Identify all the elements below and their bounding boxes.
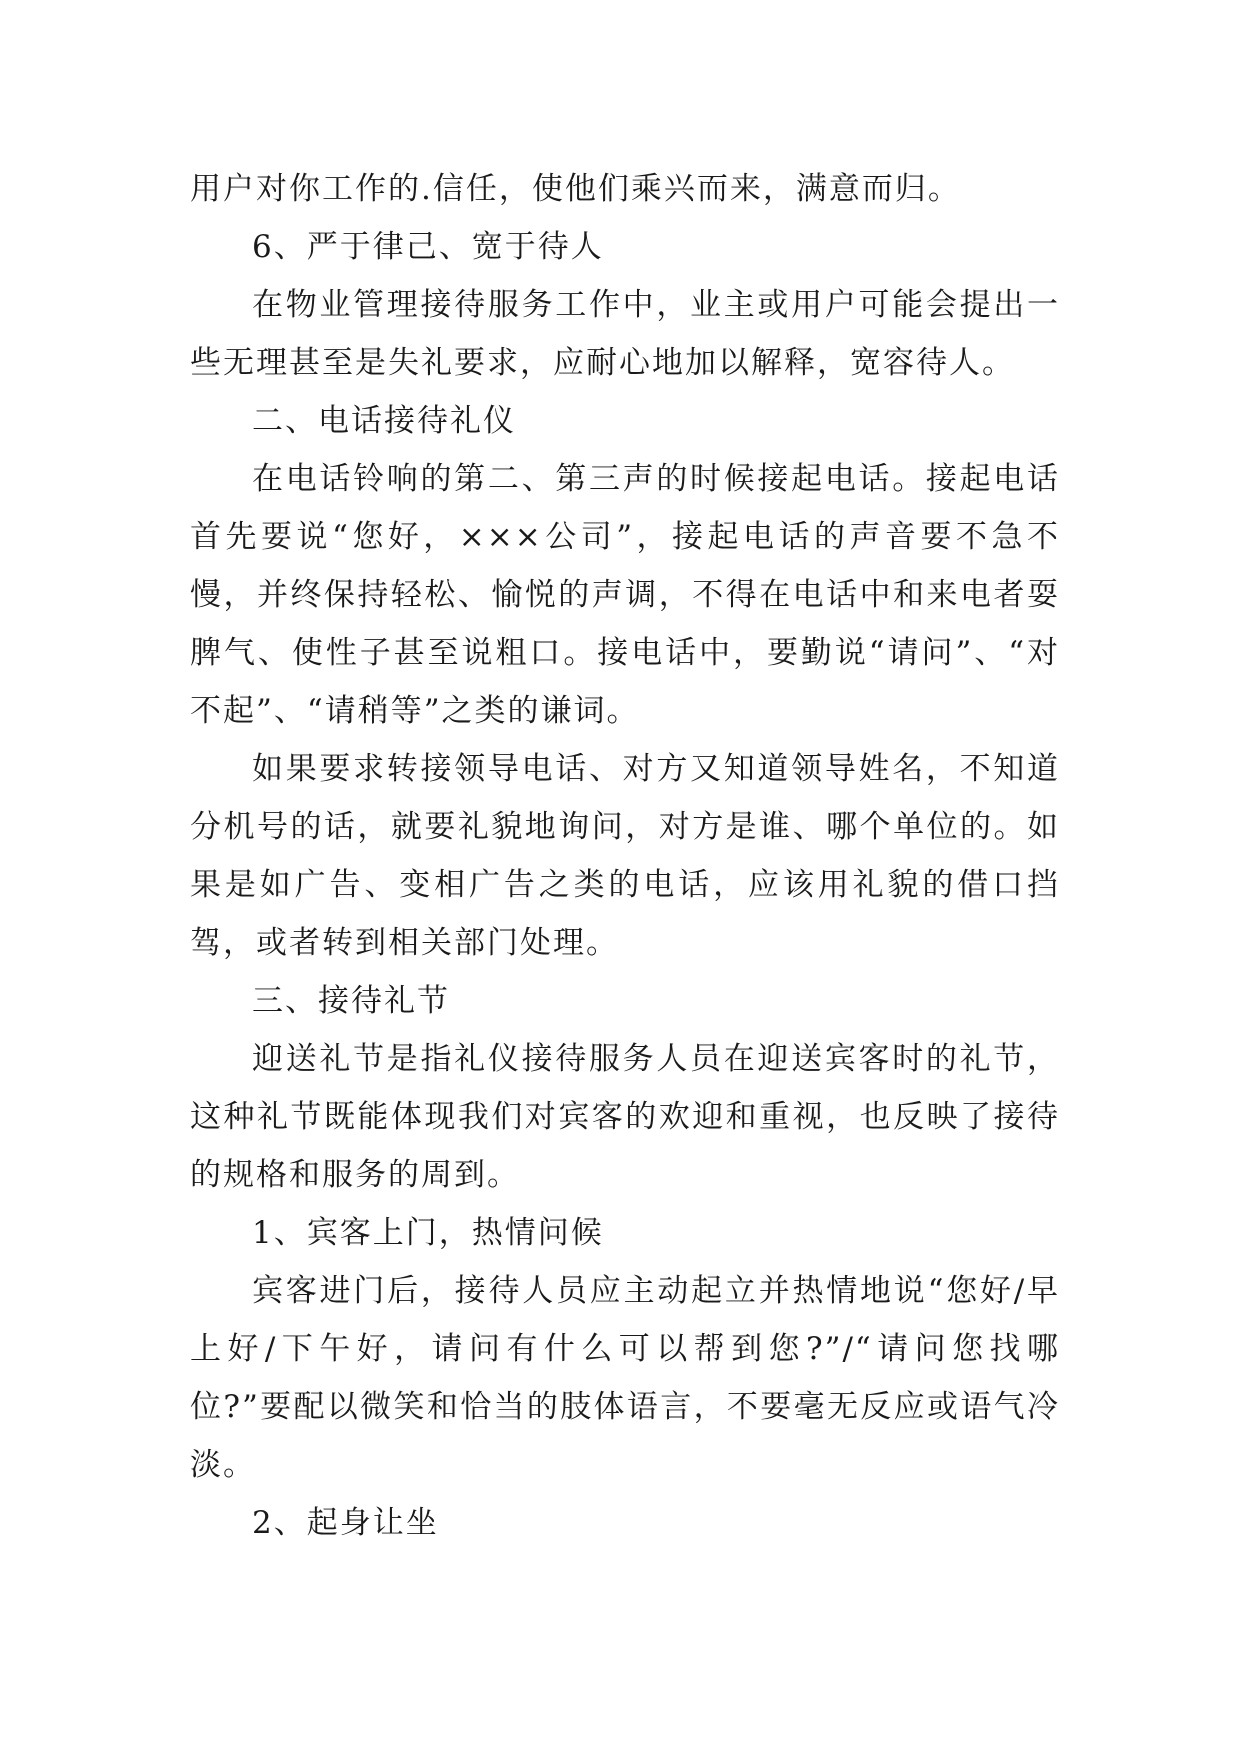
section-heading-2: 二、电话接待礼仪 (252, 403, 516, 439)
heading-6: 6、严于律己、宽于待人 (252, 229, 604, 265)
paragraph-10: 宾客进门后，接待人员应主动起立并热情地说“您好/早上好/下午好，请问有什么可以帮到您?”/“请问您找哪位?”要配以微笑和恰当的肢体语言，不要毫无反应或语气冷淡。 (190, 1273, 1060, 1483)
paragraph-5: 在电话铃响的第二、第三声的时候接起电话。接起电话首先要说“您好，×××公司”，接起电话的声音要不急不慢，并终保持轻松、愉悦的声调，不得在电话中和来电者耍脾气、使性子甚至说粗口。接电话中，要勤说“请问”、“对不起”、“请稍等”之类的谦词。 (190, 461, 1060, 729)
subheading-2: 2、起身让坐 (252, 1505, 439, 1541)
paragraph-1: 用户对你工作的.信任，使他们乘兴而来，满意而归。 (190, 171, 961, 207)
section-heading-3: 三、接待礼节 (252, 983, 450, 1019)
subheading-1: 1、宾客上门，热情问候 (252, 1215, 604, 1251)
document-body (190, 160, 1060, 1552)
paragraph-8: 迎送礼节是指礼仪接待服务人员在迎送宾客时的礼节，这种礼节既能体现我们对宾客的欢迎和重视，也反映了接待的规格和服务的周到。 (190, 1041, 1060, 1193)
paragraph-3: 在物业管理接待服务工作中，业主或用户可能会提出一些无理甚至是失礼要求，应耐心地加以解释，宽容待人。 (190, 287, 1060, 381)
paragraph-6: 如果要求转接领导电话、对方又知道领导姓名，不知道分机号的话，就要礼貌地询问，对方是谁、哪个单位的。如果是如广告、变相广告之类的电话，应该用礼貌的借口挡驾，或者转到相关部门处理。 (190, 751, 1060, 961)
